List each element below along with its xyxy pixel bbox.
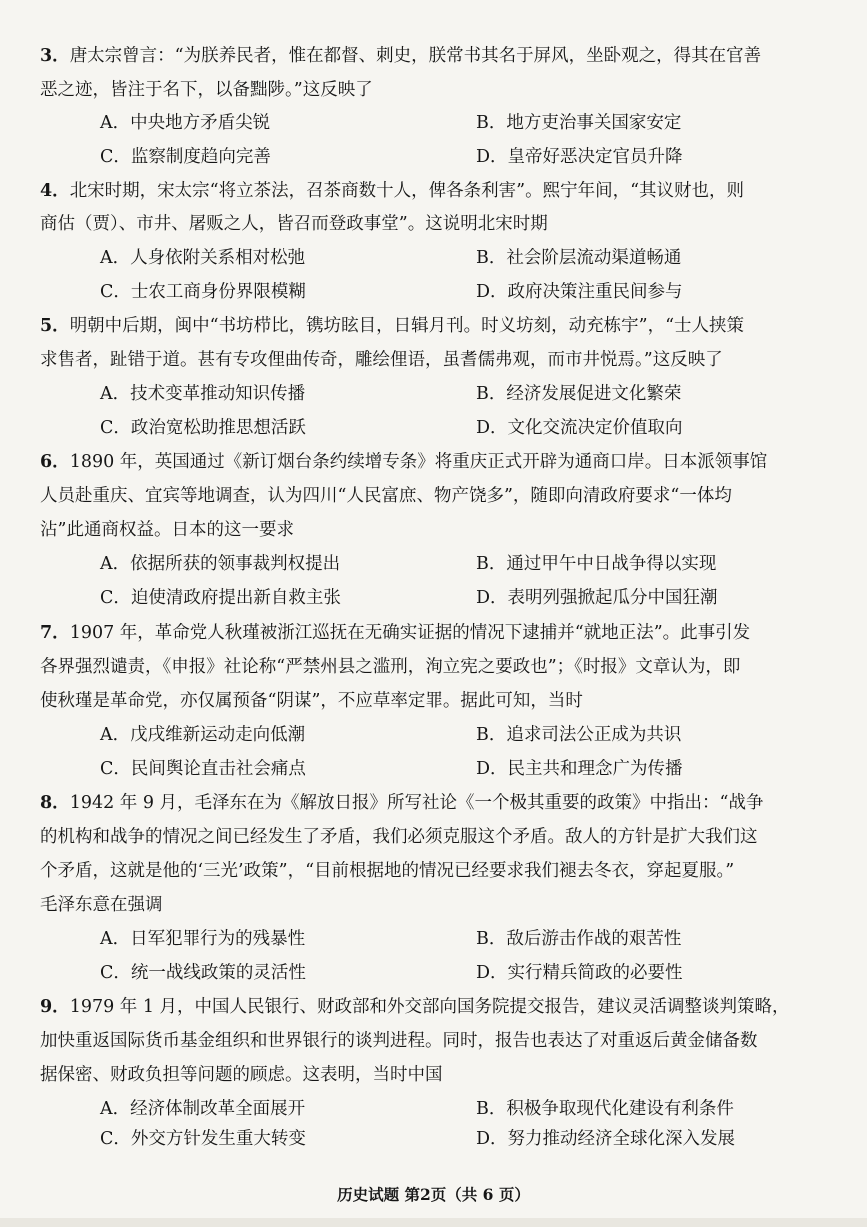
q5-option-c[interactable]: C．政治宽松助推思想活跃 <box>100 418 306 438</box>
q4-option-d[interactable]: D．政府决策注重民间参与 <box>476 282 683 302</box>
q7-option-b[interactable]: B．追求司法公正成为共识 <box>476 725 682 745</box>
q4-option-b[interactable]: B．社会阶层流动渠道畅通 <box>476 248 682 268</box>
q6-option-d[interactable]: D．表明列强掀起瓜分中国狂潮 <box>476 588 718 608</box>
q4-stem-line-1: 4．北宋时期，宋太宗“将立茶法，召茶商数十人，俾各条利害”。熙宁年间，“其议财也，则 <box>40 181 745 201</box>
q8-option-d[interactable]: D．实行精兵简政的必要性 <box>476 963 683 983</box>
q7-stem-line-2: 各界强烈谴责，《申报》社论称“严禁州县之滥刑，洵立宪之要政也”；《时报》文章认为，即 <box>40 657 741 677</box>
q3-stem-line-1: 3．唐太宗曾言：“为朕养民者，惟在都督、刺史，朕常书其名于屏风，坐卧观之，得其在官善 <box>40 46 762 66</box>
q3-option-b[interactable]: B．地方吏治事关国家安定 <box>476 113 682 133</box>
q3-option-c[interactable]: C．监察制度趋向完善 <box>100 147 271 167</box>
q6-option-c[interactable]: C．迫使清政府提出新自救主张 <box>100 588 341 608</box>
q5-stem-line-1: 5．明朝中后期，闽中“书坊栉比，镌坊眩目，日辑月刊。时义坊刻，动充栋宇”，“士人挟策 <box>40 316 745 336</box>
q8-option-b[interactable]: B．敌后游击作战的艰苦性 <box>476 929 682 949</box>
q7-option-d[interactable]: D．民主共和理念广为传播 <box>476 759 683 779</box>
q3-stem-line-2: 恶之迹，皆注于名下，以备黜陟。”这反映了 <box>40 80 373 100</box>
q5-stem-line-2: 求售者，趾错于道。甚有专攻俚曲传奇，雕绘俚语，虽耆儒弗观，而市井悦焉。”这反映了 <box>40 350 723 370</box>
q4-option-c[interactable]: C．士农工商身份界限模糊 <box>100 282 306 302</box>
q9-stem-line-1: 9．1979 年 1 月，中国人民银行、财政部和外交部向国务院提交报告，建议灵活调整谈判策略， <box>40 997 790 1017</box>
q9-option-a[interactable]: A．经济体制改革全面展开 <box>100 1099 306 1119</box>
q9-stem-line-2: 加快重返国际货币基金组织和世界银行的谈判进程。同时，报告也表达了对重返后黄金储备数 <box>40 1031 758 1051</box>
q8-stem-line-1: 8．1942 年 9 月，毛泽东在为《解放日报》所写社论《一个极其重要的政策》中指出：“战争 <box>40 793 764 813</box>
scan-bottom-edge <box>0 1218 867 1227</box>
q6-option-b[interactable]: B．通过甲午中日战争得以实现 <box>476 554 717 574</box>
q9-number: 9． <box>40 997 70 1017</box>
page-footer: 历史试题 第2页（共 6 页） <box>337 1185 530 1204</box>
q5-option-d[interactable]: D．文化交流决定价值取向 <box>476 418 683 438</box>
q7-option-a[interactable]: A．戊戌维新运动走向低潮 <box>100 725 306 745</box>
q6-stem-line-1: 6．1890 年，英国通过《新订烟台条约续增专条》将重庆正式开辟为通商口岸。日本派领事馆 <box>40 452 768 472</box>
q5-option-a[interactable]: A．技术变革推动知识传播 <box>100 384 306 404</box>
q7-option-c[interactable]: C．民间舆论直击社会痛点 <box>100 759 306 779</box>
q4-option-a[interactable]: A．人身依附关系相对松弛 <box>100 248 306 268</box>
q9-option-d[interactable]: D．努力推动经济全球化深入发展 <box>476 1129 736 1149</box>
q6-option-a[interactable]: A．依据所获的领事裁判权提出 <box>100 554 341 574</box>
q5-number: 5． <box>40 316 70 336</box>
q4-number: 4． <box>40 181 70 201</box>
q4-stem-line-2: 商估（贾）、市井、屠贩之人，皆召而登政事堂”。这说明北宋时期 <box>40 214 548 234</box>
q6-stem-line-3: 沾”此通商权益。日本的这一要求 <box>40 520 294 540</box>
q3-number: 3． <box>40 46 70 66</box>
q9-stem-line-3: 据保密、财政负担等问题的顾虑。这表明，当时中国 <box>40 1065 443 1085</box>
q9-option-b[interactable]: B．积极争取现代化建设有利条件 <box>476 1099 734 1119</box>
q6-number: 6． <box>40 452 70 472</box>
q8-option-a[interactable]: A．日军犯罪行为的残暴性 <box>100 929 306 949</box>
q7-number: 7． <box>40 623 70 643</box>
q8-number: 8． <box>40 793 70 813</box>
q8-stem-line-2: 的机构和战争的情况之间已经发生了矛盾，我们必须克服这个矛盾。敌人的方针是扩大我们这 <box>40 827 758 847</box>
q8-stem-line-3: 个矛盾，这就是他的‘三光’政策”，“目前根据地的情况已经要求我们褪去冬衣，穿起夏服。” <box>40 861 735 881</box>
q3-option-d[interactable]: D．皇帝好恶决定官员升降 <box>476 147 683 167</box>
q7-stem-line-3: 使秋瑾是革命党，亦仅属预备“阴谋”，不应草率定罪。据此可知，当时 <box>40 691 583 711</box>
q7-stem-line-1: 7．1907 年，革命党人秋瑾被浙江巡抚在无确实证据的情况下逮捕并“就地正法”。此事引发 <box>40 623 751 643</box>
q8-stem-line-4: 毛泽东意在强调 <box>40 895 163 915</box>
q6-stem-line-2: 人员赴重庆、宜宾等地调查，认为四川“人民富庶、物产饶多”，随即向清政府要求“一体均 <box>40 486 732 506</box>
q3-option-a[interactable]: A．中央地方矛盾尖锐 <box>100 113 271 133</box>
q5-option-b[interactable]: B．经济发展促进文化繁荣 <box>476 384 682 404</box>
q8-option-c[interactable]: C．统一战线政策的灵活性 <box>100 963 306 983</box>
q9-option-c[interactable]: C．外交方针发生重大转变 <box>100 1129 306 1149</box>
